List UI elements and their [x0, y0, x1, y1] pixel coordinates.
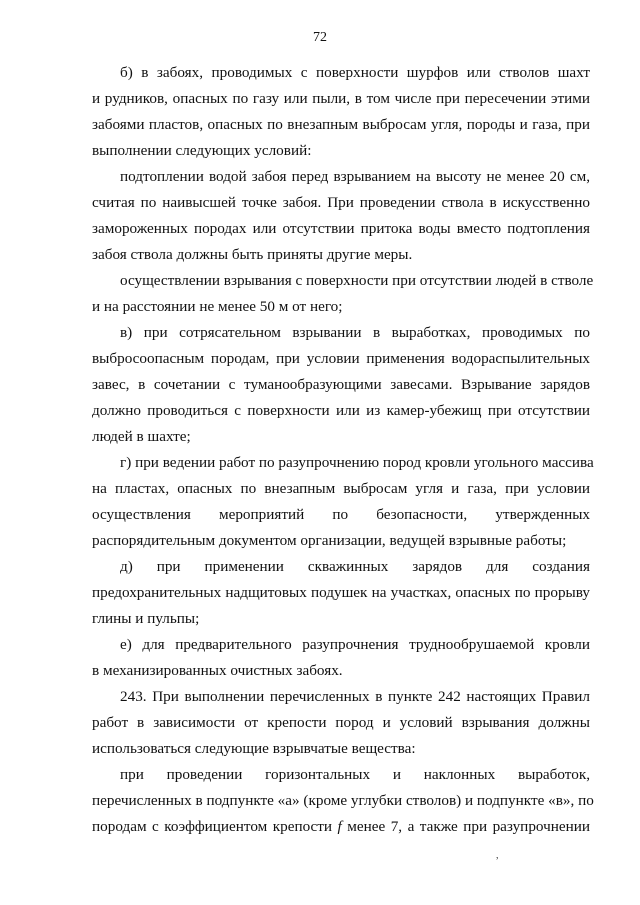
paragraph-b [92, 60, 590, 164]
paragraph-g [92, 450, 594, 554]
text-fragment: породам с коэффициентом крепости [92, 818, 338, 835]
paragraph-243 [92, 684, 590, 762]
text-line: использоваться следующие взрывчатые вещества: [92, 740, 416, 757]
text-line: на пластах, опасных по внезапным выбросам угля и газа, при условии [92, 480, 590, 497]
text-line: при проведении горизонтальных и наклонных выработок, [120, 766, 590, 783]
text-line: осуществлении взрывания с поверхности при отсутствии людей в стволе [120, 272, 594, 289]
paragraph-excavation [92, 762, 594, 840]
text-line-with-symbol [92, 814, 590, 840]
text-line: и на расстоянии не менее 50 м от него; [92, 298, 343, 315]
text-line: перечисленных в подпункте «а» (кроме углубки стволов) и подпункте «в», по [92, 792, 594, 809]
paragraph-flooding [92, 164, 590, 268]
text-line: подтоплении водой забоя перед взрыванием на высоту не менее 20 см, [120, 168, 590, 185]
document-body [92, 60, 594, 840]
text-line: забоя ствола должны быть приняты другие меры. [92, 246, 413, 263]
text-line: выбросоопасным породам, при условии применения водораспылительных [92, 350, 590, 367]
text-line: е) для предварительного разупрочнения труднообрушаемой кровли [120, 636, 590, 653]
text-line: считая по наивысшей точке забоя. При проведении ствола в искусственно [92, 194, 590, 211]
text-line: в механизированных очистных забоях. [92, 662, 343, 679]
text-line: забоями пластов, опасных по внезапным выбросам угля, породы и газа, при [92, 116, 590, 133]
text-line: замороженных породах или отсутствии притока воды вместо подтопления [92, 220, 590, 237]
text-line: г) при ведении работ по разупрочнению пород кровли угольного массива [120, 454, 594, 471]
text-line: и рудников, опасных по газу или пыли, в том числе при пересечении этими [92, 90, 590, 107]
text-line: предохранительных надщитовых подушек на участках, опасных по прорыву [92, 584, 590, 601]
text-line: в) при сотрясательном взрывании в выработках, проводимых по [120, 324, 590, 341]
hardness-coefficient-symbol: f [337, 818, 342, 835]
paragraph-v [92, 320, 590, 450]
text-line: 243. При выполнении перечисленных в пункте 242 настоящих Правил [120, 688, 590, 705]
text-line: работ в зависимости от крепости пород и условий взрывания должны [92, 714, 590, 731]
text-line: б) в забоях, проводимых с поверхности шурфов или стволов шахт [120, 64, 590, 81]
text-line: д) при применении скважинных зарядов для создания [120, 558, 590, 575]
text-line: должно проводиться с поверхности или из камер-убежищ при отсутствии [92, 402, 590, 419]
paragraph-surface-blasting [92, 268, 594, 320]
text-line: осуществления мероприятий по безопасности, утвержденных [92, 506, 590, 523]
text-line: распорядительным документом организации, ведущей взрывные работы; [92, 532, 567, 549]
paragraph-d [92, 554, 590, 632]
text-fragment: менее 7, а также при разупрочнении [341, 818, 590, 835]
text-line: глины и пульпы; [92, 610, 200, 627]
text-line: завес, в сочетании с туманообразующими завесами. Взрывание зарядов [92, 376, 590, 393]
stray-mark: , [496, 850, 499, 861]
page-number: 72 [313, 30, 327, 45]
paragraph-e [92, 632, 590, 684]
text-line: выполнении следующих условий: [92, 142, 312, 159]
text-line: людей в шахте; [92, 428, 191, 445]
